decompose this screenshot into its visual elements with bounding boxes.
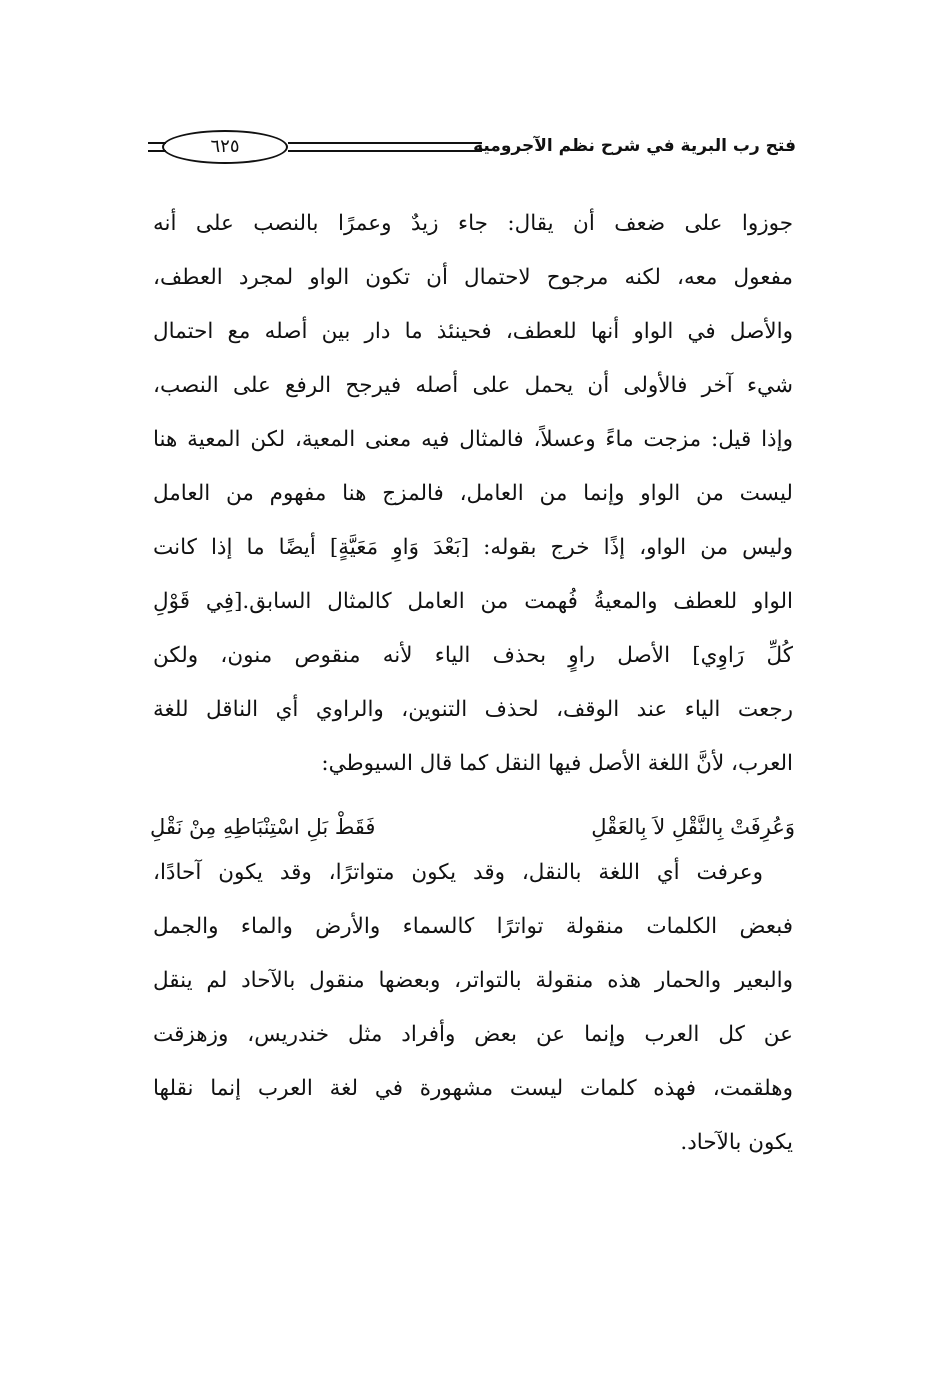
page-number: ٦٢٥ xyxy=(162,130,288,164)
paragraph-2 xyxy=(153,846,793,1170)
paragraph-1 xyxy=(153,197,793,791)
text-line: عن كل العرب وإنما عن بعض وأفراد مثل خندريس، وزهزقت xyxy=(153,1022,793,1047)
verse-second-hemistich: فَقَطْ بَلِ اسْتِنْبَاطِهِ مِنْ نَقْلِ xyxy=(150,815,376,839)
text-line: كُلِّ رَاوِي] الأصل راوٍ بحذف الياء لأنه منقوص منون، ولكن xyxy=(153,643,793,668)
text-line: جوزوا على ضعف أن يقال: جاء زيدٌ وعمرًا بالنصب على أنه xyxy=(153,211,793,236)
text-line: العرب، لأنَّ اللغة الأصل فيها النقل كما قال السيوطي: xyxy=(321,751,793,776)
text-line: يكون بالآحاد. xyxy=(680,1130,793,1155)
text-line: والبعير والحمار هذه منقولة بالتواتر، وبعضها منقول بالآحاد لم ينقل xyxy=(153,968,793,993)
text-line: الواو للعطف والمعيةُ فُهمت من العامل كالمثال السابق.[فِي قَوْلِ xyxy=(153,589,793,614)
text-line: وهلقمت، فهذه كلمات ليست مشهورة في لغة العرب إنما نقلها xyxy=(153,1076,793,1101)
text-line: وعرفت أي اللغة بالنقل، وقد يكون متواترًا، وقد يكون آحادًا، xyxy=(153,860,763,885)
text-line: وليس من الواو، إذًا خرج بقوله: [بَعْدَ وَاوِ مَعَيَّةٍ] أيضًا ما إذا كانت xyxy=(153,535,793,560)
text-line: والأصل في الواو أنها للعطف، فحينئذ ما دار بين أصله مع احتمال xyxy=(153,319,793,344)
text-line: شيء آخر فالأولى أن يحمل على أصله فيرجح الرفع على النصب، xyxy=(153,373,793,398)
verse-first-hemistich: وَعُرِفَتْ بِالنَّقْلِ لاَ بِالعَقْلِ xyxy=(591,815,795,839)
header-rule xyxy=(288,142,482,152)
text-line: وإذا قيل: مزجت ماءً وعسلاً، فالمثال فيه معنى المعية، لكن المعية هنا xyxy=(153,427,793,452)
text-line: مفعول معه، لكنه مرجوح لاحتمال أن تكون الواو لمجرد العطف، xyxy=(153,265,793,290)
text-line: فبعض الكلمات منقولة تواترًا كالسماء والأرض والماء والجمل xyxy=(153,914,793,939)
header-rule-left xyxy=(148,142,166,152)
running-header xyxy=(148,128,796,168)
text-line: ليست من الواو وإنما من العامل، فالمزج هنا مفهوم من العامل xyxy=(153,481,793,506)
text-line: رجعت الياء عند الوقف، لحذف التنوين، والراوي أي الناقل للغة xyxy=(153,697,793,722)
book-title: فتح رب البرية في شرح نظم الآجرومية xyxy=(473,136,796,156)
